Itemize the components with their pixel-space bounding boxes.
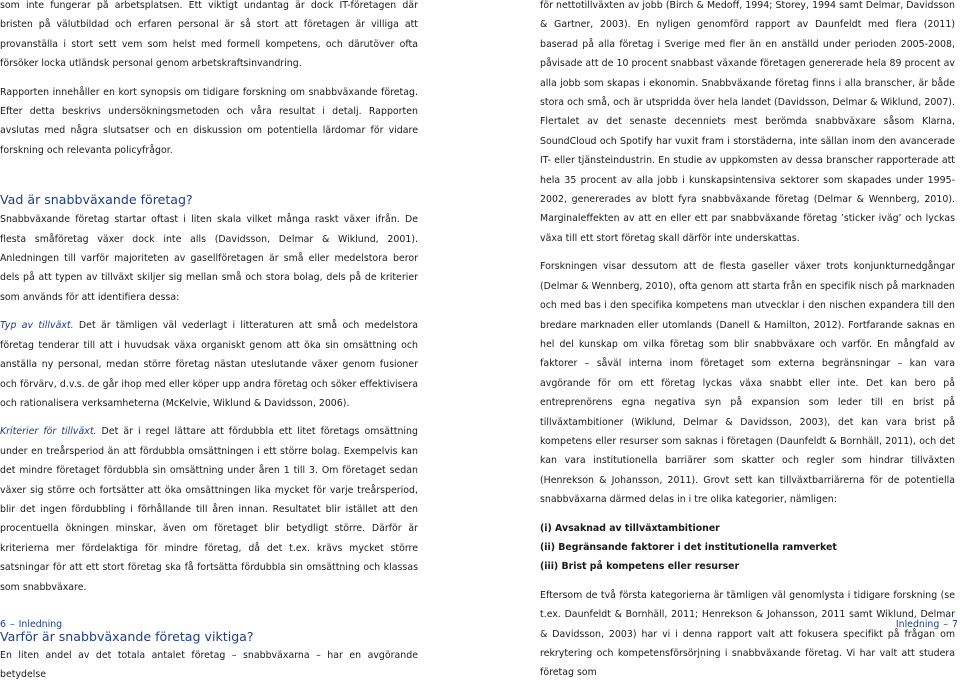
right-paragraph-1: för nettotillväxten av jobb (Birch & Medoff, 1994; Storey, 1994 samt Delmar, Davidsson & Gartner, 2003). En nyligen genomförd rapport av Daunfeldt med flera (2011) baserad på alla företag i Sverige med fler än en anställd under perioden 2005-2008, påvisade att de 10 procent snabbast växande företagen genererade hela 89 procent av alla jobb som skapas i ekonomin. Snabbväxande företag finns i alla branscher, är både stora och små, och är utspridda över hela landet (Davidsson, Delmar & Wiklund, 2007). Flertalet av det senaste decenniets mest berömda snabbväxare såsom Klarna, SoundCloud och Spotify har vuxit fram i storstäderna, inte sällan inom den avancerade IT- eller tjänsteindustrin. En studie av uppkomsten av dessa branscher rapporterade att hela 35 procent av alla jobb i kunskapsintensiva sektorer som skapades under 1995-2002, genererades av blott fyra snabbväxande företag (Delmar & Wennberg, 2010). Marginaleffekten av att en eller ett par snabbväxande företag ’sticker iväg’ och lyckas växa till ett stort företag skall därför inte underskattas. xyxy=(540,0,955,244)
heading-why-important: Varför är snabbväxande företag viktiga? xyxy=(0,628,254,644)
growth-type-text: Det är tämligen väl vederlagt i litteraturen att små och medelstora företag tenderar till att i huvudsak växa organiskt genom att öka sin omsättning och anställa ny personal, medan större företag nästan uteslutande växer genom fusioner och förvärv, d.v.s. de går ihop med eller köper upp andra företag och söker effektivisera och rationalisera verksamheterna (McKelvie, Wiklund & Davidsson, 2006). xyxy=(0,320,418,409)
growth-criteria-paragraph xyxy=(0,422,418,597)
barrier-item-institutional: (ii) Begränsande faktorer i det institutionella ramverket xyxy=(540,541,837,553)
barrier-list xyxy=(540,519,955,577)
right-page xyxy=(540,0,955,683)
barrier-item-competence: (iii) Brist på kompetens eller resurser xyxy=(540,561,740,573)
footer-left: 6 – Inledning xyxy=(0,619,63,630)
report-paragraph: Rapporten innehåller en kort synopsis om tidigare forskning om snabbväxande företag. Efter detta beskrivs undersökningsmetoden och våra resultat i detalj. Rapporten avslutas med några slutsatser och en diskussion om potentiella lärdomar för vidare forskning och relevanta policyfrågor. xyxy=(0,86,418,156)
growth-criteria-term: Kriterier för tillväxt. xyxy=(0,426,97,438)
section-label-right: Inledning xyxy=(895,619,940,630)
growth-criteria-text: Det är i regel lättare att fördubbla ett litet företags omsättning under en treårsperiod än att fördubbla omsättningen i ett större bolag. Exempelvis kan det mindre företaget fördubbla sin omsättning under åren 1 till 3. Om företaget sedan växer sig större och fortsätter att öka omsättningen lika mycket för varje treårsperiod, blir det ingen fördubbling i förhållande till åren innan. Resultatet blir istället att den procentuella ökningen minskar, även om företaget blir betydligt större. Därför är kriterierna mer fördelaktiga för mindre företag, då det t.ex. krävs mycket större satsningar för att ett stort företag ska få fortsätta fördubbla sin omsättning och klassas som snabbväxare. xyxy=(0,426,418,593)
page-number-left: 6 xyxy=(0,619,6,630)
right-paragraph-2: Forskningen visar dessutom att de flesta gaseller växer trots konjunkturnedgångar (Delmar & Wennberg, 2010), ofta genom att starta från en specifik nisch på marknaden och med bas i den specifika kompetens man utvecklar i den nischen expandera till den bredare marknaden eller utomlands (Danell & Hamilton, 2012). Fortfarande saknas en hel del kunskap om vilka företag som blir snabbväxare och varför. En mångfald av faktorer – såväl interna inom företaget som externa begränsningar – kan vara avgörande för om ett företag lyckas växa snabbt eller inte. Det kan bero på entreprenörens egna negativa syn på expansion som leder till en brist på tillväxtambitioner (Wiklund, Delmar & Davidsson, 2003), det kan vara brist på kompetens eller resurser som saknas i företagen (Daunfeldt & Bornhäll, 2011), och det kan vara institutionella barriärer som skatter och regler som hindrar tillväxten (Henrekson & Johansson, 2011). Grovt sett kan tillväxtbarriärerna för de potentiella snabbväxarna därmed delas in i tre olika kategorier, nämligen: xyxy=(540,261,955,506)
right-paragraph-3: Eftersom de två första kategorierna är tämligen väl genomlysta i tidigare forskning (se t.ex. Daunfeldt & Bornhäll, 2011; Henrekson & Johansson, 2011 samt Wiklund, Delmar & Davidsson, 2003) har vi i denna rapport valt att fokusera specifikt på frågan om rekrytering och kompetensförsörjning i snabbväxande företag. Vi har valt att studera företag som xyxy=(540,589,955,679)
why-paragraph: En liten andel av det totala antalet företag – snabbväxarna – har en avgörande betydelse xyxy=(0,649,418,681)
barrier-item-ambition: (i) Avsaknad av tillväxtambitioner xyxy=(540,522,720,534)
left-page xyxy=(0,0,418,685)
intro-paragraph: som inte fungerar på arbetsplatsen. Ett viktigt undantag är dock IT-företagen där bristen på välutbildad och erfaren personal är så stort att företagen är villiga att provanställa i stort sett vem som helst med formell kompetens, och därutöver ofta försöker locka utländsk personal genom arbetskraftsinvandring. xyxy=(0,0,418,70)
what-paragraph: Snabbväxande företag startar oftast i liten skala vilket många raskt växer ifrån. De flesta småföretag växer dock inte alls (Davidsson, Delmar & Wiklund, 2001). Anledningen till varför majoriteten av gasellföretagen är små eller medelstora beror dels på att typen av tillväxt skiljer sig mellan små och stora bolag, dels på de kriterier som används för att identifiera dessa: xyxy=(0,214,418,303)
footer-right: Inledning – 7 xyxy=(895,619,958,630)
growth-type-paragraph xyxy=(0,316,418,413)
section-label-left: Inledning xyxy=(18,619,63,630)
page-number-right: 7 xyxy=(952,619,958,630)
growth-type-term: Typ av tillväxt. xyxy=(0,320,74,332)
heading-what-are-gazelles: Vad är snabbväxande företag? xyxy=(0,192,193,208)
